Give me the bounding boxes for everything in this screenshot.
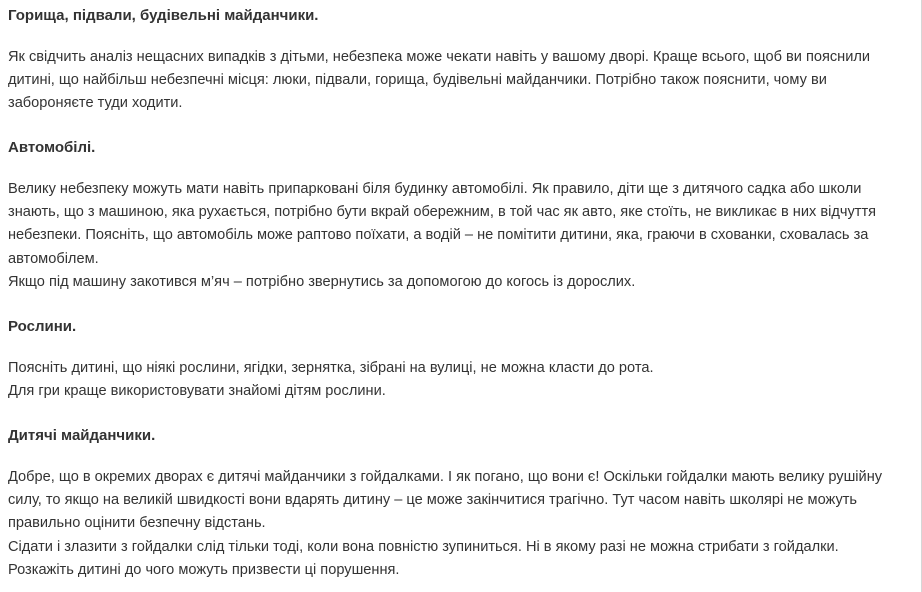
paragraph-line: Поясніть дитині, що ніякі рослини, ягідки, зернятка, зібрані на вулиці, не можна класти до рота. (8, 360, 654, 376)
section-paragraph-cars (8, 178, 876, 294)
paragraph-line: автомобілем. (8, 250, 99, 267)
paragraph-line: забороняєте туди ходити. (8, 95, 183, 112)
paragraph-line: Велику небезпеку можуть мати навіть припарковані біля будинку автомобілі. Як правило, діти ще з дитячого садка або школи (8, 181, 862, 197)
paragraph-line: Сідати і злазити з гойдалки слід тільки тоді, коли вона повністю зупиниться. Ні в якому разі не можна стрибати з гойдалки. (8, 538, 839, 555)
section-heading-attics: Горища, підвали, будівельні майданчики. (8, 7, 319, 24)
paragraph-line: Добре, що в окремих дворах є дитячі майданчики з гойдалками. І як погано, що вони є! Оскільки гойдалки мають велику рушійну (8, 469, 883, 485)
section-paragraph-playgrounds (8, 466, 882, 582)
section-paragraph-attics (8, 46, 870, 116)
paragraph-line: Як свідчить аналіз нещасних випадків з дітьми, небезпека може чекати навіть у вашому дворі. Краще всього, щоб ви пояснили (8, 49, 871, 65)
paragraph-line: Розкажіть дитині до чого можуть призвести ці порушення. (8, 561, 400, 578)
paragraph-line: силу, то якщо на великій швидкості вони вдарять дитину – це може закінчитися трагічно. Тут часом навіть школярі не можуть (8, 492, 858, 509)
paragraph-line: Для гри краще використовувати знайомі дітям рослини. (8, 383, 386, 400)
section-heading-plants: Рослини. (8, 318, 77, 335)
section-paragraph-plants (8, 357, 654, 403)
section-heading-playgrounds: Дитячі майданчики. (8, 427, 156, 444)
paragraph-line: правильно оцінити безпечну відстань. (8, 515, 266, 532)
paragraph-line: Якщо під машину закотився м’яч – потрібно звернутись за допомогою до когось із дорослих. (8, 273, 636, 290)
paragraph-line: небезпеки. Поясніть, що автомобіль може раптово поїхати, а водій – не помітити дитини, яка, граючи в схованки, сховалась за (8, 227, 869, 244)
paragraph-line: знають, що з машиною, яка рухається, потрібно бути вкрай обережним, в той час як авто, яке стоїть, не викликає в них відчуття (8, 204, 877, 221)
paragraph-line: дитині, що найбільш небезпечні місця: люки, підвали, горища, будівельні майданчики. Потрібно також пояснити, чому ви (8, 72, 827, 89)
section-heading-cars: Автомобілі. (8, 139, 96, 156)
